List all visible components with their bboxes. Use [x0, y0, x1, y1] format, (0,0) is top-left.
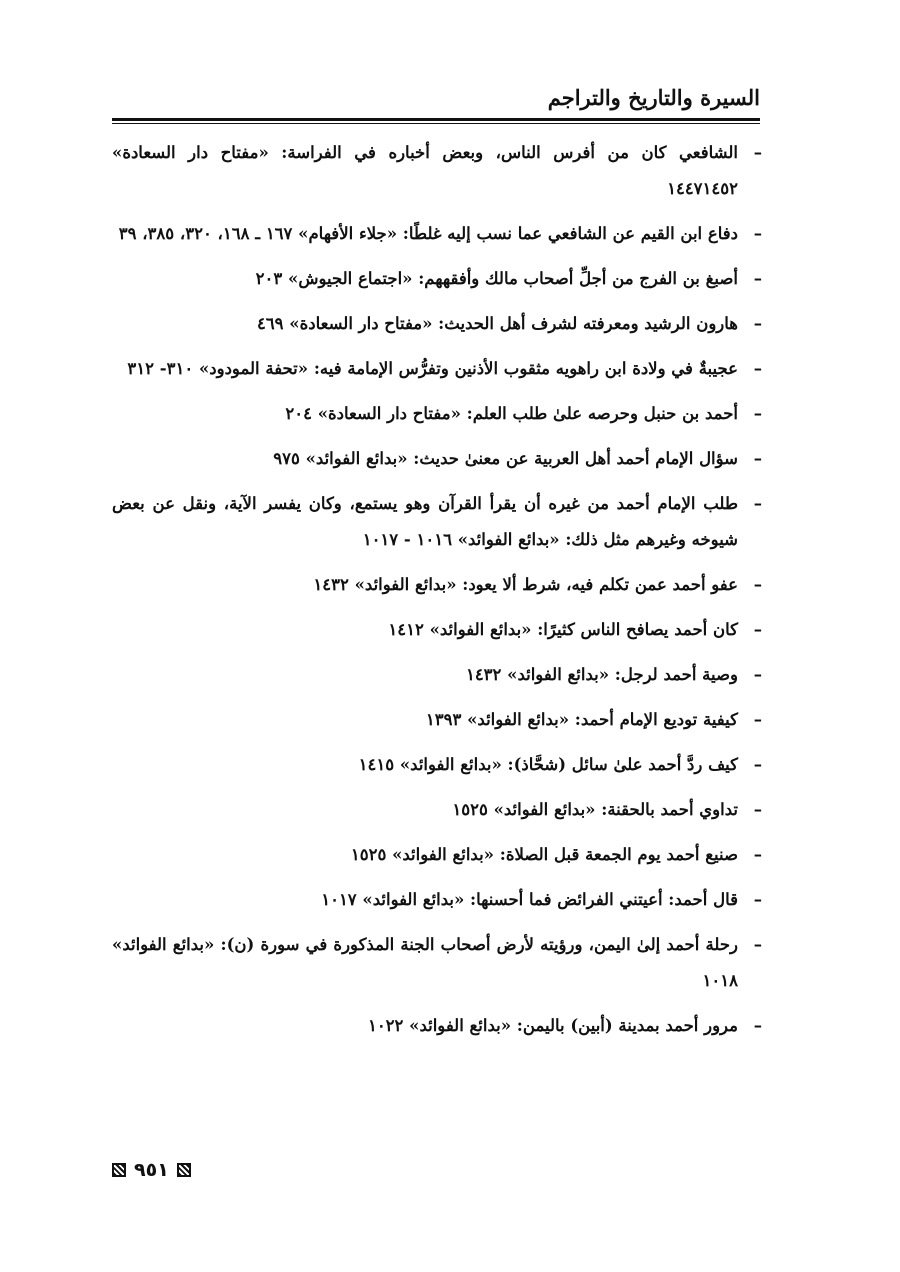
list-item	[112, 216, 762, 252]
list-item	[112, 1008, 762, 1044]
bullet-dash: –	[753, 359, 762, 378]
entry-text: أصبغ بن الفرج من أجلِّ أصحاب مالك وأفقههم: «اجتماع الجيوش» ٢٠٣	[255, 269, 738, 288]
bullet-dash: –	[753, 755, 762, 774]
list-item	[112, 135, 762, 207]
entry-text: طلب الإمام أحمد من غيره أن يقرأ القرآن وهو يستمع، وكان يفسر الآية، ونقل عن بعض شيوخه وغيرهم مثل ذلك: «بدائع الفوائد» ١٠١٦ - ١٠١٧	[112, 494, 739, 549]
bullet-dash: –	[753, 665, 762, 684]
entry-text: صنيع أحمد يوم الجمعة قبل الصلاة: «بدائع الفوائد» ١٥٢٥	[350, 845, 738, 864]
entry-text: وصية أحمد لرجل: «بدائع الفوائد» ١٤٣٢	[465, 665, 738, 684]
ornament-icon	[177, 1163, 191, 1177]
entry-text: قال أحمد: أعيتني الفرائض فما أحسنها: «بدائع الفوائد» ١٠١٧	[321, 890, 738, 909]
list-item	[112, 261, 762, 297]
list-item	[112, 567, 762, 603]
entry-text: هارون الرشيد ومعرفته لشرف أهل الحديث: «مفتاح دار السعادة» ٤٦٩	[256, 314, 738, 333]
list-item	[112, 702, 762, 738]
bullet-dash: –	[753, 890, 762, 909]
entry-text: كيف ردَّ أحمد علىٰ سائل (شحَّاذ): «بدائع الفوائد» ١٤١٥	[358, 755, 738, 774]
header-rule-thin	[112, 123, 760, 124]
entry-text: الشافعي كان من أفرس الناس، وبعض أخباره في الفراسة: «مفتاح دار السعادة» ١٤٤٧١٤٥٢	[112, 143, 738, 198]
bullet-dash: –	[753, 935, 762, 954]
list-item	[112, 747, 762, 783]
bullet-dash: –	[753, 845, 762, 864]
list-item	[112, 612, 762, 648]
bullet-dash: –	[753, 224, 762, 243]
bullet-dash: –	[753, 575, 762, 594]
entry-text: سؤال الإمام أحمد أهل العربية عن معنىٰ حديث: «بدائع الفوائد» ٩٧٥	[273, 449, 738, 468]
entry-text: عجيبةٌ في ولادة ابن راهويه مثقوب الأذنين وتفرُّس الإمامة فيه: «تحفة المودود» ٣١٠- ٣١٢	[127, 359, 738, 378]
entry-text: كيفية توديع الإمام أحمد: «بدائع الفوائد» ١٣٩٣	[425, 710, 738, 729]
bullet-dash: –	[753, 449, 762, 468]
entry-text: كان أحمد يصافح الناس كثيرًا: «بدائع الفوائد» ١٤١٢	[388, 620, 738, 639]
list-item	[112, 441, 762, 477]
bullet-dash: –	[753, 404, 762, 423]
bullet-dash: –	[753, 269, 762, 288]
page-footer	[112, 1155, 191, 1185]
entry-text: مرور أحمد بمدينة (أبين) باليمن: «بدائع الفوائد» ١٠٢٢	[367, 1016, 738, 1035]
entry-text: أحمد بن حنبل وحرصه علىٰ طلب العلم: «مفتاح دار السعادة» ٢٠٤	[285, 404, 738, 423]
header-rule	[112, 118, 760, 121]
entry-text: دفاع ابن القيم عن الشافعي عما نسب إليه غلطًا: «جلاء الأفهام» ١٦٧ ـ ١٦٨، ٣٢٠، ٣٨٥، ٣٩	[118, 224, 738, 243]
entry-text: عفو أحمد عمن تكلم فيه، شرط ألا يعود: «بدائع الفوائد» ١٤٣٢	[313, 575, 738, 594]
list-item	[112, 486, 762, 558]
entry-text: تداوي أحمد بالحقنة: «بدائع الفوائد» ١٥٢٥	[452, 800, 738, 819]
entries-list	[112, 135, 762, 1053]
list-item	[112, 882, 762, 918]
bullet-dash: –	[753, 494, 762, 513]
bullet-dash: –	[753, 800, 762, 819]
bullet-dash: –	[753, 620, 762, 639]
list-item	[112, 657, 762, 693]
list-item	[112, 396, 762, 432]
list-item	[112, 792, 762, 828]
entry-text: رحلة أحمد إلىٰ اليمن، ورؤيته لأرض أصحاب الجنة المذكورة في سورة (ن): «بدائع الفوائد» ١٠١٨	[112, 935, 738, 990]
list-item	[112, 837, 762, 873]
bullet-dash: –	[753, 314, 762, 333]
list-item	[112, 927, 762, 999]
bullet-dash: –	[753, 143, 762, 162]
list-item	[112, 351, 762, 387]
running-header: السيرة والتاريخ والتراجم	[547, 85, 760, 110]
bullet-dash: –	[753, 1016, 762, 1035]
page-number: ٩٥١	[134, 1159, 169, 1181]
ornament-icon	[112, 1163, 126, 1177]
bullet-dash: –	[753, 710, 762, 729]
list-item	[112, 306, 762, 342]
